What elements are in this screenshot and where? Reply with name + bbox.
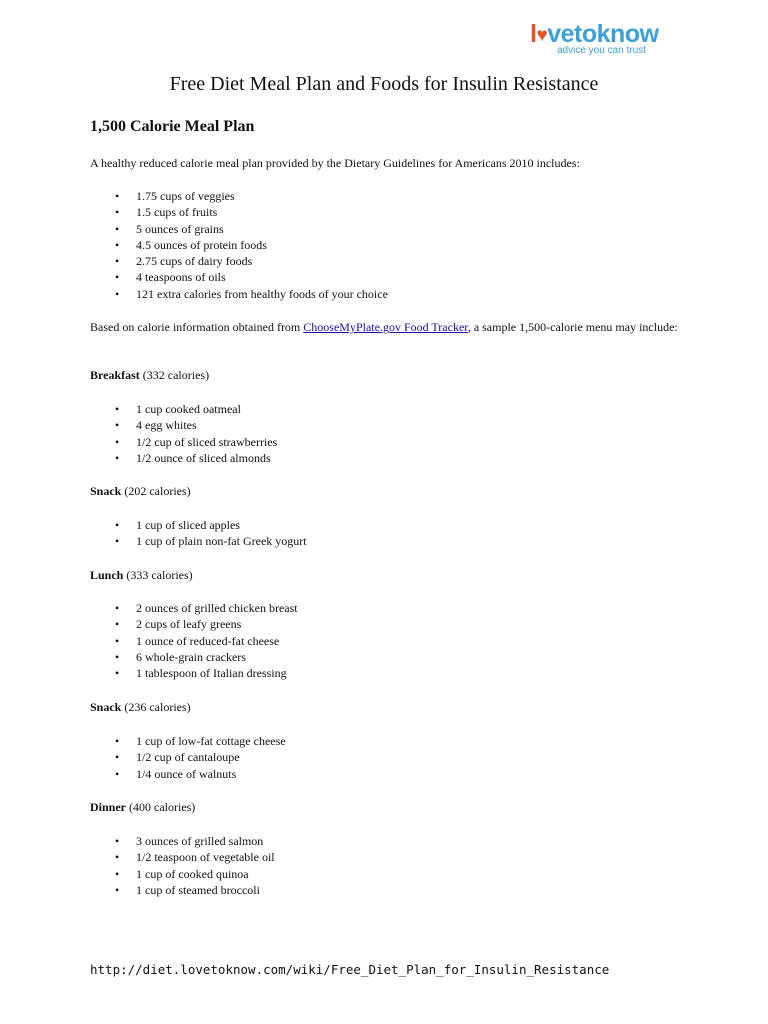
list-item: • 5 ounces of grains — [90, 221, 388, 237]
list-item: • 4 egg whites — [90, 417, 277, 433]
list-item: • 1/2 cup of sliced strawberries — [90, 434, 277, 450]
section-heading: 1,500 Calorie Meal Plan — [90, 118, 255, 135]
heart-icon: ♥ — [536, 25, 548, 46]
dinner-list — [90, 833, 275, 898]
list-item: • 4.5 ounces of protein foods — [90, 237, 388, 253]
list-item: • 1 ounce of reduced-fat cheese — [90, 633, 298, 649]
document-title: Free Diet Meal Plan and Foods for Insulin Resistance — [169, 73, 599, 95]
list-item: • 4 teaspoons of oils — [90, 269, 388, 285]
snack-2-list — [90, 733, 286, 782]
list-item: • 1 cup of sliced apples — [90, 517, 307, 533]
meal-heading-dinner: Dinner (400 calories) — [90, 800, 196, 814]
meal-heading-breakfast: Breakfast (332 calories) — [90, 368, 210, 382]
list-item: • 121 extra calories from healthy foods of your choice — [90, 286, 388, 302]
list-item: • 1 cup of low-fat cottage cheese — [90, 733, 286, 749]
list-item: • 1 cup cooked oatmeal — [90, 401, 277, 417]
list-item: • 1/2 teaspoon of vegetable oil — [90, 849, 275, 865]
lovetoknow-logo — [530, 22, 670, 56]
list-item: • 1/4 ounce of walnuts — [90, 766, 286, 782]
list-item: • 1 cup of cooked quinoa — [90, 866, 275, 882]
list-item: • 1/2 cup of cantaloupe — [90, 749, 286, 765]
meal-heading-lunch: Lunch (333 calories) — [90, 568, 193, 582]
list-item: • 1 cup of steamed broccoli — [90, 882, 275, 898]
choosemyplate-link[interactable]: ChooseMyPlate.gov Food Tracker — [303, 320, 468, 334]
intro-paragraph: A healthy reduced calorie meal plan provided by the Dietary Guidelines for Americans 2010 includes: — [90, 156, 580, 170]
list-item: • 3 ounces of grilled salmon — [90, 833, 275, 849]
list-item: • 2 cups of leafy greens — [90, 616, 298, 632]
list-item: • 1 cup of plain non-fat Greek yogurt — [90, 533, 307, 549]
meal-heading-snack-2: Snack (236 calories) — [90, 700, 191, 714]
logo-wordmark: l♥vetoknow — [530, 20, 659, 48]
lunch-list — [90, 600, 298, 681]
footer-url: http://diet.lovetoknow.com/wiki/Free_Diet_Plan_for_Insulin_Resistance — [90, 962, 610, 977]
meal-heading-snack-1: Snack (202 calories) — [90, 484, 191, 498]
list-item: • 1.5 cups of fruits — [90, 204, 388, 220]
guidelines-list — [90, 188, 388, 302]
list-item: • 1 tablespoon of Italian dressing — [90, 665, 298, 681]
list-item: • 6 whole-grain crackers — [90, 649, 298, 665]
logo-tagline: advice you can trust — [557, 45, 646, 56]
list-item: • 1.75 cups of veggies — [90, 188, 388, 204]
list-item: • 2.75 cups of dairy foods — [90, 253, 388, 269]
breakfast-list — [90, 401, 277, 466]
based-on-paragraph: Based on calorie information obtained from ChooseMyPlate.gov Food Tracker, a sample 1,500-calorie menu may include: — [90, 320, 678, 334]
list-item: • 1/2 ounce of sliced almonds — [90, 450, 277, 466]
list-item: • 2 ounces of grilled chicken breast — [90, 600, 298, 616]
snack-1-list — [90, 517, 307, 550]
